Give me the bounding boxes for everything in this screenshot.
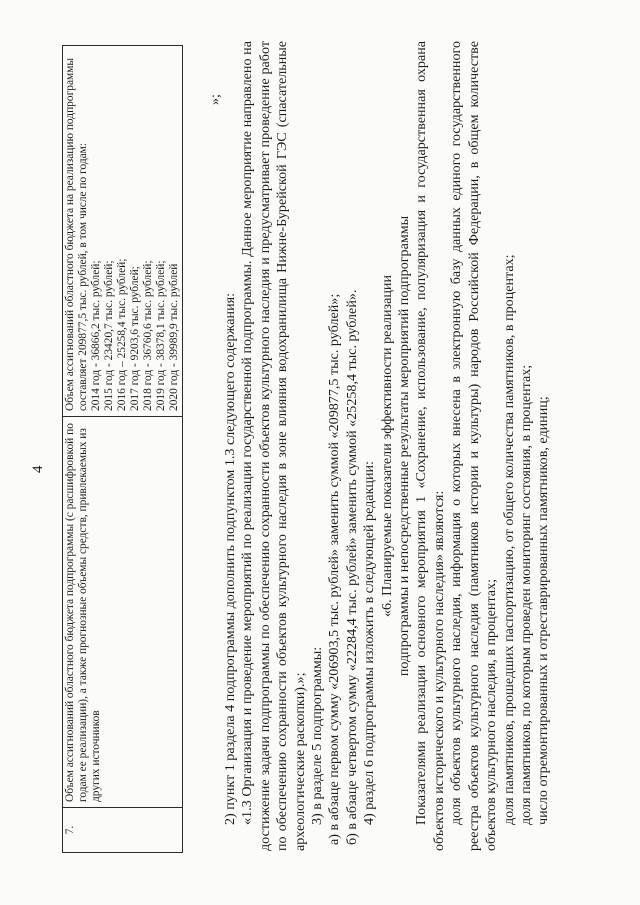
funding-line: 2014 год - 36866,2 тыс. рублей; xyxy=(90,260,102,411)
section-heading-line-2: подпрограммы и непосредственные результаты мероприятий подпрограммы xyxy=(396,215,413,677)
paragraph-indicators-intro: Показателями реализации основного мероприятия 1 «Сохранение, использование, популяризация и государственная охрана объектов исторического и культурного наследия» являются: xyxy=(413,41,447,851)
section-heading-line-1: «6. Планируемые показатели эффективности реализации xyxy=(378,275,395,618)
paragraph-indicator: число отремонтированных и отреставрированных памятников, единиц; xyxy=(535,396,552,825)
paragraph-indicator: доля памятников, по которым проведен мониторинг состояния, в процентах; xyxy=(517,364,534,825)
funding-line: 2019 год - 38378,1 тыс. рублей; xyxy=(155,260,167,411)
funding-line: 2020 год - 39989,9 тыс. рублей xyxy=(168,263,180,411)
subprogram-passport-table xyxy=(62,45,183,853)
row-number: 7. xyxy=(63,808,183,853)
table-closing-quote: »; xyxy=(208,94,223,105)
paragraph-item-4: 4) раздел 6 подпрограммы изложить в следующей редакции: xyxy=(361,461,378,825)
funding-line: 2017 год - 9203,6 тыс. рублей; xyxy=(129,266,141,411)
document-body xyxy=(222,41,553,851)
funding-cell xyxy=(63,46,183,417)
paragraph-indicator: доля объектов культурного наследия, информация о которых внесена в электронную базу данных единого государственного реестра объектов культурного наследия (памятников истории и культуры) народов Российской Федерации, в общем количестве объектов культурного наследия, в процентах; xyxy=(448,41,500,851)
funding-line: 2016 год – 25258,4 тыс. рублей; xyxy=(116,258,128,411)
paragraph-item-3a: а) в абзаце первом сумму «206903,5 тыс. рублей» заменить суммой «209877,5 тыс. рублей»; xyxy=(326,293,343,845)
funding-line: 2018 год - 36760,6 тыс. рублей; xyxy=(142,260,154,411)
paragraph-indicator: доля памятников, прошедших паспортизацию, от общего количества памятников, в процентах; xyxy=(500,254,517,825)
funding-line: Объем ассигнований областного бюджета на реализацию подпрограммы составляет 209877,5 тыс. рублей, в том числе по годам: xyxy=(64,57,89,411)
funding-line: 2015 год - 23420,7 тыс. рублей; xyxy=(103,260,115,411)
row-title: Объем ассигнований областного бюджета подпрограммы (с расшифровкой по годам ее реализации), а также прогнозные объемы средств, привлекаемых из других источников xyxy=(63,417,183,808)
page-number: 4 xyxy=(30,465,46,473)
paragraph-subitem-1-3: «1.3 Организация и проведение мероприятий по реализации государственной подпрограммы. Данное мероприятие направлено на достижение задачи подпрограммы по обеспечению сохранности объектов культурного наследия и предусматривает проведение работ по обеспечению сохранности объектов культурного наследия в зоне влияния водохранилища Нижне-Бурейской ГЭС (спасательные археологические раскопки).»; xyxy=(239,41,308,851)
paragraph-item-3: 3) в разделе 5 подпрограммы: xyxy=(309,646,326,825)
table-row xyxy=(63,46,183,853)
paragraph-item-3b: б) в абзаце четвертом сумму «22284,4 тыс. рублей» заменить суммой «25258,4 тыс. рублей». xyxy=(343,289,360,845)
paragraph-item-2: 2) пункт 1 раздела 4 подпрограммы дополнить подпунктом 1.3 следующего содержания: xyxy=(222,292,238,825)
